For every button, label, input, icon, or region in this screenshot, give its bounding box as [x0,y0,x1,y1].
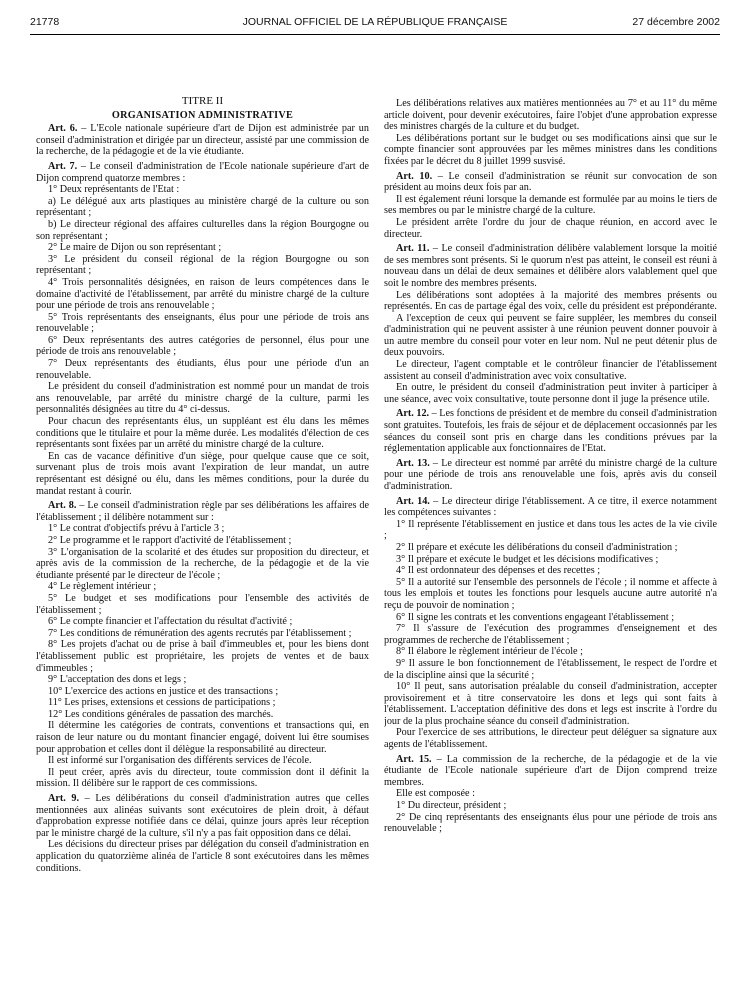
paragraph-text: – Le conseil d'administration de l'Ecole nationale supérieure d'art de Dijon comprend quatorze membres : [36,160,369,184]
paragraph [36,535,369,547]
article-paragraph [36,793,369,839]
paragraph-text: 4° Trois personnalités désignées, en raison de leurs compétences dans le domaine d'activité de l'établissement, par arrêté du ministre chargé de la culture pour une période de trois ans renouvelable ; [36,276,369,312]
paragraph [384,359,717,382]
paragraph [36,358,369,381]
paragraph-text: Il détermine les catégories de contrats, conventions et transactions qui, en raison de leur nature ou du montant financier engagé, doivent lui être soumises pour approbation et celles dont il délègue la responsabilité au directeur. [36,720,369,755]
paragraph-text: Le président arrête l'ordre du jour de chaque réunion, en accord avec le directeur. [384,216,717,240]
paragraph [36,616,369,628]
paragraph [384,612,717,624]
paragraph-text: 9° L'acceptation des dons et legs ; [48,674,187,686]
article-paragraph [384,243,717,289]
paragraph-text: – Le conseil d'administration règle par ses délibérations les affaires de l'établissement ; il délibère notamment sur : [36,500,369,523]
paragraph-text: 8° Il élabore le règlement intérieur de l'école ; [396,646,583,658]
paragraph-text: 9° Il assure le bon fonctionnement de l'établissement, le respect de l'ordre et de la discipline ainsi que la sécurité ; [384,657,717,681]
paragraph-text: 2° Il prépare et exécute les délibérations du conseil d'administration ; [396,541,678,553]
article-number: Art. 15. [396,753,432,765]
paragraph-text: 5° Il a autorité sur l'ensemble des personnels de l'école ; il nomme et affecte à tous les emplois et toutes les fonctions pour lesquels aucune autre autorité n'a reçu de pouvoir de nomination ; [384,576,717,611]
paragraph-text: 10° L'exercice des actions en justice et des transactions ; [48,685,279,697]
paragraph-text: 6° Le compte financier et l'affectation du résultat d'activité ; [48,616,293,628]
paragraph-text: 7° Deux représentants des étudiants, élus pour une période d'un an renouvelable. [36,358,369,381]
paragraph-text: 10° Il peut, sans autorisation préalable du conseil d'administration, accepter provisoirement et à titre conservatoire les dons et legs qui sont faits à l'établissement. L'acceptation définitive des dons et legs est inscrite à l'ordre du jour de la plus prochaine séance du conseil d'administration. [384,681,717,727]
paragraph-text: Il est informé sur l'organisation des différents services de l'école. [48,755,312,767]
paragraph [36,312,369,335]
issue-date: 27 décembre 2002 [632,16,720,28]
article-paragraph [384,171,717,194]
paragraph [384,194,717,217]
paragraph-text: Les délibérations portant sur le budget ou ses modifications ainsi que sur le compte financier sont approuvées par les mêmes ministres dans les conditions fixées par le décret du 8 juillet 1999 susvisé. [384,132,717,167]
paragraph-text: Pour l'exercice de ses attributions, le directeur peut déléguer sa signature aux agents de l'établissement. [384,727,717,751]
paragraph [36,639,369,674]
paragraph [36,219,369,242]
paragraph-text: En outre, le président du conseil d'administration peut inviter à participer à une séance, avec voix consultative, toute personne dont il juge la présence utile. [384,382,717,405]
paragraph-text: 8° Les projets d'achat ou de prise à bail d'immeubles et, pour les biens dont l'établissement public est propriétaire, les projets de ventes et de baux d'immeubles ; [36,639,369,674]
header-rule [30,34,720,35]
paragraph [36,839,369,874]
paragraph [36,755,369,767]
page-header [30,14,720,30]
paragraph-text: – Les délibérations du conseil d'administration autres que celles mentionnées aux alinéas suivants sont exécutoires de plein droit, à défaut d'approbation expresse notifiée dans ce délai, quinze jours après leur réception par le ministre chargé de la culture, s'il n'y a pas fait opposition dans ce délai. [36,793,369,839]
paragraph [384,217,717,240]
paragraph-text: ORGANISATION ADMINISTRATIVE [111,109,294,121]
paragraph [36,184,369,196]
paragraph-text: Pour chacun des représentants élus, un suppléant est élu dans les mêmes conditions que le titulaire et pour la même durée. Les modalités d'élection de ces représentants sont fixées par un arrêté du ministre chargé de la culture. [36,416,369,451]
paragraph-text: 2° De cinq représentants des enseignants élus pour une période de trois ans renouvelable ; [384,811,717,835]
paragraph [384,658,717,681]
paragraph-text: – Les fonctions de président et de membre du conseil d'administration sont gratuites. Toutefois, les frais de séjour et de déplacement occasionnés par les séances du conseil sont pris en charge dans les conditions prévues par la réglementation applicable aux fonctionnaires de l'Etat. [384,408,717,455]
paragraph-text: 7° Les conditions de rémunération des agents recrutés par l'établissement ; [48,627,352,639]
paragraph-text: 12° Les conditions générales de passation des marchés. [48,708,274,720]
paragraph [384,98,717,133]
paragraph [384,565,717,577]
paragraph [36,697,369,709]
paragraph-text: Les décisions du directeur prises par délégation du conseil d'administration en application du quatorzième alinéa de l'article 8 sont exécutoires dans les mêmes conditions. [36,839,369,874]
paragraph-text: 3° Le président du conseil régional de la région Bourgogne ou son représentant ; [36,253,369,277]
article-number: Art. 14. [396,495,430,507]
paragraph [384,133,717,168]
paragraph-text: – L'Ecole nationale supérieure d'art de Dijon est administrée par un conseil d'administration et dirigée par un directeur, assisté par une commission de la recherche, de la pédagogie et de la vie étudiante. [36,123,369,158]
paragraph-text: Le président du conseil d'administration est nommé pour un mandat de trois ans renouvelable, par arrêté du ministre chargé de la culture, parmi les personnalités désignées au titre du 4° ci-dessus. [36,381,369,416]
article-number: Art. 11. [396,243,430,255]
paragraph-text: 1° Du directeur, président ; [396,800,507,812]
paragraph [384,646,717,658]
paragraph-text: Il peut créer, après avis du directeur, toute commission dont il définit la mission. Il délibère sur le rapport de ces commissions. [36,766,369,790]
paragraph-text: – Le directeur est nommé par arrêté du ministre chargé de la culture pour une période de trois ans renouvelable une fois, après avis du conseil d'administration. [384,457,717,492]
article-number: Art. 13. [396,457,430,469]
article-paragraph [384,408,717,454]
paragraph [36,523,369,535]
right-column [384,98,717,986]
paragraph-text: – Le directeur dirige l'établissement. A ce titre, il exerce notamment les compétences suivantes : [384,495,717,519]
article-number: Art. 12. [396,408,430,420]
paragraph [384,623,717,646]
paragraph-text: TITRE II [181,96,224,107]
paragraph-text: 2° Le maire de Dijon ou son représentant ; [48,242,222,254]
paragraph [36,628,369,640]
paragraph-text: 11° Les prises, extensions et cessions de participations ; [48,697,276,709]
article-number: Art. 7. [48,160,78,172]
page-number: 21778 [30,16,60,28]
paragraph [36,335,369,358]
paragraph-text: 1° Il représente l'établissement en justice et dans tous les actes de la vie civile ; [384,518,717,542]
paragraph-text: 5° Le budget et ses modifications pour l'ensemble des activités de l'établissement ; [36,592,369,616]
paragraph-text: – La commission de la recherche, de la pédagogie et de la vie étudiante de l'Ecole nationale supérieure d'art de Dijon comprend treize membres. [384,753,717,788]
article-number: Art. 9. [48,793,80,805]
paragraph-text: 6° Il signe les contrats et les conventions engageant l'établissement ; [396,611,675,623]
paragraph [384,577,717,612]
paragraph-text: Les délibérations sont adoptées à la majorité des membres présents ou représentés. En cas de partage égal des voix, celle du président est prépondérante. [384,289,717,313]
paragraph-text: 4° Il est ordonnateur des dépenses et des recettes ; [396,565,601,577]
paragraph [384,788,717,800]
paragraph [36,581,369,593]
article-number: Art. 6. [48,123,78,135]
paragraph [384,727,717,750]
article-number: Art. 8. [48,500,77,512]
section-subtitle [36,110,369,122]
paragraph [36,547,369,582]
paragraph [36,416,369,451]
paragraph-text: Le directeur, l'agent comptable et le contrôleur financier de l'établissement assistent au conseil d'administration avec voix consultative. [384,359,717,382]
paragraph-text: 3° Il prépare et exécute le budget et les décisions modificatives ; [396,553,659,565]
article-paragraph [36,500,369,523]
paragraph-text: 1° Deux représentants de l'Etat : [48,184,180,196]
paragraph [384,812,717,835]
paragraph-text: – Le conseil d'administration délibère valablement lorsque la moitié de ses membres sont présents. Si le quorum n'est pas atteint, le conseil est réuni à nouveau dans un délai de deux semaines et délibère alors valablement quel que soit le nombre des membres présents. [384,243,717,289]
paragraph [36,242,369,254]
article-paragraph [36,123,369,158]
paragraph [36,720,369,755]
paragraph-text: b) Le directeur régional des affaires culturelles dans la région Bourgogne ou son représentant ; [36,218,369,242]
paragraph-text: Elle est composée : [396,788,475,800]
paragraph-text: 5° Trois représentants des enseignants, élus pour une période de trois ans renouvelable ; [36,311,369,335]
paragraph [36,767,369,790]
paragraph-text: En cas de vacance définitive d'un siège, pour quelque cause que ce soit, survenant plus de trois mois avant l'expiration de leur mandat, un autre représentant est désigné ou élu, dans les mêmes conditions, pour la durée du mandat restant à courir. [36,450,369,497]
paragraph-text: 6° Deux représentants des autres catégories de personnel, élus pour une période de trois ans renouvelable ; [36,334,369,358]
paragraph [384,382,717,405]
paragraph [36,277,369,312]
paragraph-text: 2° Le programme et le rapport d'activité de l'établissement ; [48,534,292,546]
article-paragraph [384,496,717,519]
paragraph [36,451,369,497]
paragraph [384,290,717,313]
paragraph [36,254,369,277]
paragraph-text: 4° Le règlement intérieur ; [48,581,157,593]
article-paragraph [384,458,717,493]
paragraph [384,800,717,812]
paragraph [36,381,369,416]
left-column [36,96,369,984]
paragraph-text: Il est également réuni lorsque la demande est formulée par au moins le tiers de ses membres ou par le ministre chargé de la culture. [384,193,717,217]
article-number: Art. 10. [396,170,433,182]
paragraph [36,593,369,616]
paragraph-text: a) Le délégué aux arts plastiques au ministère chargé de la culture ou son représentant ; [36,195,369,219]
paragraph [36,674,369,686]
paragraph-text: 3° L'organisation de la scolarité et des études sur proposition du directeur, et après avis de la commission de la recherche, de la pédagogie et de la vie étudiante présenté par le directeur de l'école ; [36,546,369,581]
article-paragraph [36,161,369,184]
paragraph [36,709,369,721]
section-title [36,96,369,108]
paragraph [384,681,717,727]
paragraph [384,519,717,542]
article-paragraph [384,754,717,789]
paragraph [384,554,717,566]
paragraph [36,196,369,219]
paragraph [384,542,717,554]
paragraph-text: 1° Le contrat d'objectifs prévu à l'article 3 ; [48,523,225,535]
paragraph-text: – Le conseil d'administration se réunit sur convocation de son président au moins deux fois par an. [384,170,717,194]
paragraph [384,313,717,359]
journal-title: JOURNAL OFFICIEL DE LA RÉPUBLIQUE FRANÇAISE [242,16,508,28]
paragraph [36,686,369,698]
paragraph-text: A l'exception de ceux qui peuvent se faire suppléer, les membres du conseil d'administration qui ne peuvent assister à une réunion peuvent donner pouvoir à un autre membre du conseil pour voter en leur nom. Nul ne peut détenir plus de deux pouvoirs. [384,312,717,359]
paragraph-text: Les délibérations relatives aux matières mentionnées au 7° et au 11° du même article doivent, pour devenir exécutoires, faire l'objet d'une approbation expresse des ministres chargés de la culture et du budget. [384,98,717,133]
paragraph-text: 7° Il s'assure de l'exécution des programmes d'enseignement et des programmes de recherche de l'établissement ; [384,623,717,646]
